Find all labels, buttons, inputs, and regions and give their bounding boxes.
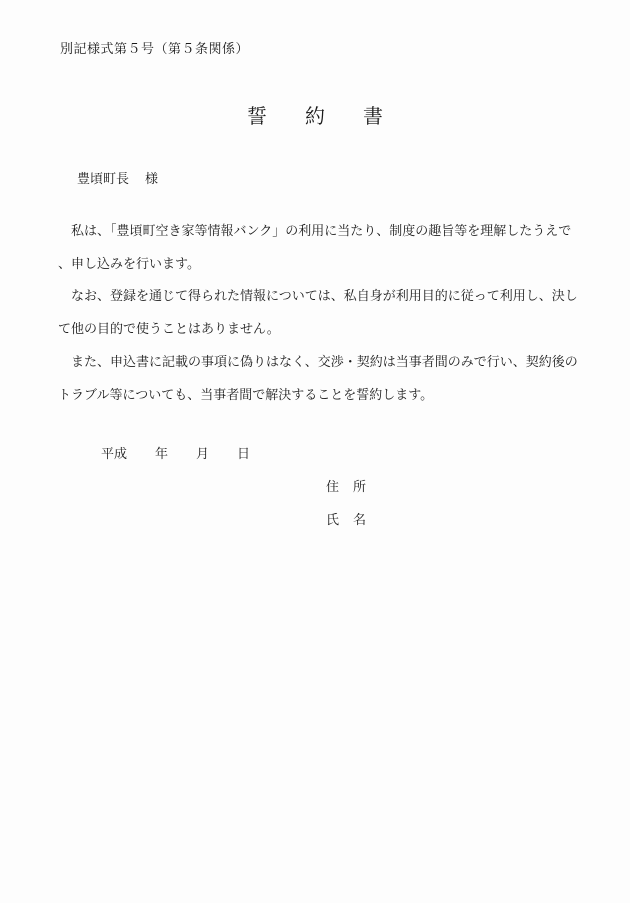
paragraph-purpose: なお、登録を通じて得られた情報については、私自身が利用目的に従って利用し、決して他の目的で使うことはありません。	[58, 289, 578, 338]
title-char: 約	[305, 104, 325, 128]
date-month: 月	[196, 447, 210, 462]
pledge-body	[58, 216, 578, 412]
paragraph-usage: 私は、「豊頃町空き家等情報バンク」の利用に当たり、制度の趣旨等を理解したうえで、申し込みを行います。	[58, 224, 572, 272]
addressee	[77, 168, 158, 187]
date-era: 平成	[101, 447, 128, 462]
address-label-char: 所	[353, 480, 367, 495]
name-label	[326, 509, 366, 528]
addressee-honorific: 様	[145, 172, 159, 187]
date-line	[101, 443, 250, 462]
document-title	[0, 100, 630, 129]
date-year: 年	[155, 447, 169, 462]
title-char: 書	[363, 104, 383, 128]
paragraph-pledge: また、申込書に記載の事項に偽りはなく、交渉・契約は当事者間のみで行い、契約後のトラブル等についても、当事者間で解決することを誓約します。	[58, 354, 578, 403]
address-label	[326, 476, 366, 495]
form-number-label: 別記様式第５号（第５条関係）	[60, 42, 250, 57]
name-label-char: 氏	[326, 513, 340, 528]
addressee-name: 豊頃町長	[77, 172, 130, 187]
title-char: 誓	[247, 104, 267, 128]
date-day: 日	[237, 447, 251, 462]
name-label-char: 名	[353, 513, 367, 528]
address-label-char: 住	[326, 480, 340, 495]
